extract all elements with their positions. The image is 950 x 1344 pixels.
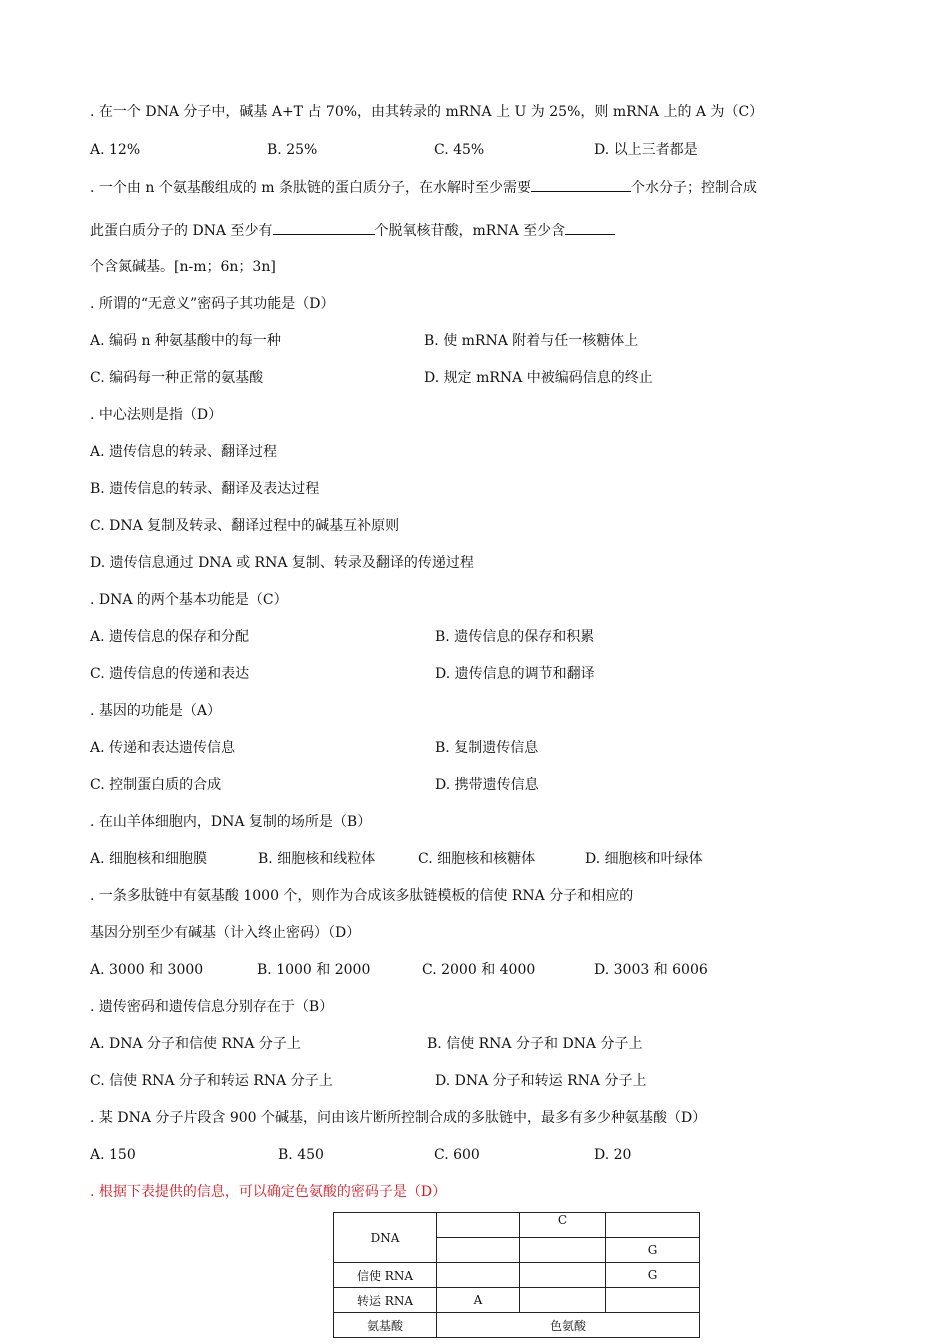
q5-option-c: C. 遗传信息的传递和表达	[90, 666, 250, 682]
q8-stem-line1: . 一条多肽链中有氨基酸 1000 个，则作为合成该多肽链模板的信使 RNA 分子和相应的	[90, 888, 634, 904]
q10-stem: . 某 DNA 分子片段含 900 个碱基，问由该片断所控制合成的多肽链中，最多有多少种氨基酸（D）	[90, 1110, 707, 1126]
q7-option-a: A. 细胞核和细胞膜	[90, 851, 208, 867]
q10-option-b: B. 450	[278, 1147, 324, 1163]
answer-blank	[531, 177, 631, 192]
table-cell	[520, 1238, 606, 1263]
q7-option-d: D. 细胞核和叶绿体	[585, 851, 703, 867]
q9-option-c: C. 信使 RNA 分子和转运 RNA 分子上	[90, 1073, 333, 1089]
q2-part3: 此蛋白质分子的 DNA 至少有	[90, 223, 273, 239]
q2-part4: 个脱氧核苷酸，mRNA 至少含	[374, 223, 566, 239]
answer-blank	[273, 220, 375, 235]
q1-stem: . 在一个 DNA 分子中，碱基 A+T 占 70%，由其转录的 mRNA 上 U 为 25%，则 mRNA 上的 A 为（C）	[90, 104, 764, 120]
table-cell	[606, 1213, 700, 1238]
q6-stem: . 基因的功能是（A）	[90, 703, 222, 719]
q9-stem: . 遗传密码和遗传信息分别存在于（B）	[90, 999, 334, 1015]
q4-option-c: C. DNA 复制及转录、翻译过程中的碱基互补原则	[90, 518, 400, 534]
table-cell: G	[606, 1263, 700, 1288]
q2-part1: . 一个由 n 个氨基酸组成的 m 条肽链的蛋白质分子，在水解时至少需要	[90, 180, 531, 196]
q9-option-a: A. DNA 分子和信使 RNA 分子上	[90, 1036, 301, 1052]
table-cell	[520, 1263, 606, 1288]
q6-option-b: B. 复制遗传信息	[435, 740, 539, 756]
q8-stem-line2: 基因分别至少有碱基（计入终止密码）（D）	[90, 925, 361, 941]
q5-option-b: B. 遗传信息的保存和积累	[435, 629, 595, 645]
q3-stem: . 所谓的“无意义”密码子其功能是（D）	[90, 296, 335, 312]
table-cell: A	[437, 1288, 520, 1313]
q8-option-b: B. 1000 和 2000	[257, 962, 371, 978]
q6-option-a: A. 传递和表达遗传信息	[90, 740, 236, 756]
table-cell	[437, 1238, 520, 1263]
q1-option-a: A. 12%	[90, 142, 141, 158]
table-cell: C	[520, 1213, 606, 1238]
q2-stem-line2	[90, 220, 615, 241]
q5-stem: . DNA 的两个基本功能是（C）	[90, 592, 288, 608]
q9-option-b: B. 信使 RNA 分子和 DNA 分子上	[427, 1036, 643, 1052]
table-cell	[520, 1288, 606, 1313]
q11-stem: . 根据下表提供的信息，可以确定色氨酸的密码子是（D）	[90, 1184, 447, 1200]
table-cell: G	[606, 1238, 700, 1263]
q10-option-a: A. 150	[90, 1147, 136, 1163]
q4-option-b: B. 遗传信息的转录、翻译及表达过程	[90, 481, 320, 497]
q3-option-a: A. 编码 n 种氨基酸中的每一种	[90, 333, 281, 349]
q1-option-d: D. 以上三者都是	[594, 142, 698, 158]
q1-option-c: C. 45%	[434, 142, 485, 158]
q8-option-d: D. 3003 和 6006	[594, 962, 708, 978]
q4-option-d: D. 遗传信息通过 DNA 或 RNA 复制、转录及翻译的传递过程	[90, 555, 474, 571]
q8-option-c: C. 2000 和 4000	[422, 962, 536, 978]
q7-option-b: B. 细胞核和线粒体	[258, 851, 376, 867]
q6-option-d: D. 携带遗传信息	[435, 777, 539, 793]
q7-stem: . 在山羊体细胞内，DNA 复制的场所是（B）	[90, 814, 372, 830]
table-cell	[437, 1263, 520, 1288]
answer-blank	[565, 220, 615, 235]
q3-option-c: C. 编码每一种正常的氨基酸	[90, 370, 264, 386]
q1-option-b: B. 25%	[267, 142, 318, 158]
table-cell	[606, 1288, 700, 1313]
q2-stem-line1	[90, 177, 757, 198]
q9-option-d: D. DNA 分子和转运 RNA 分子上	[435, 1073, 647, 1089]
q7-option-c: C. 细胞核和核糖体	[418, 851, 536, 867]
dna-row-label: DNA	[334, 1213, 437, 1263]
q2-part2: 个水分子；控制合成	[631, 180, 757, 196]
q4-stem: . 中心法则是指（D）	[90, 407, 223, 423]
q4-option-a: A. 遗传信息的转录、翻译过程	[90, 444, 278, 460]
q8-option-a: A. 3000 和 3000	[90, 962, 204, 978]
mrna-row-label: 信使 RNA	[334, 1263, 437, 1288]
q5-option-d: D. 遗传信息的调节和翻译	[435, 666, 595, 682]
q10-option-d: D. 20	[594, 1147, 632, 1163]
q3-option-b: B. 使 mRNA 附着与任一核糖体上	[424, 333, 639, 349]
table-cell	[437, 1213, 520, 1238]
trna-row-label: 转运 RNA	[334, 1288, 437, 1313]
amino-acid-value: 色氨酸	[437, 1313, 700, 1338]
amino-acid-row-label: 氨基酸	[334, 1313, 437, 1338]
q5-option-a: A. 遗传信息的保存和分配	[90, 629, 250, 645]
genetic-code-table	[333, 1212, 700, 1338]
q10-option-c: C. 600	[434, 1147, 480, 1163]
q2-part5: 个含氮碱基。[n-m；6n；3n]	[90, 259, 276, 275]
q3-option-d: D. 规定 mRNA 中被编码信息的终止	[424, 370, 653, 386]
q6-option-c: C. 控制蛋白质的合成	[90, 777, 222, 793]
